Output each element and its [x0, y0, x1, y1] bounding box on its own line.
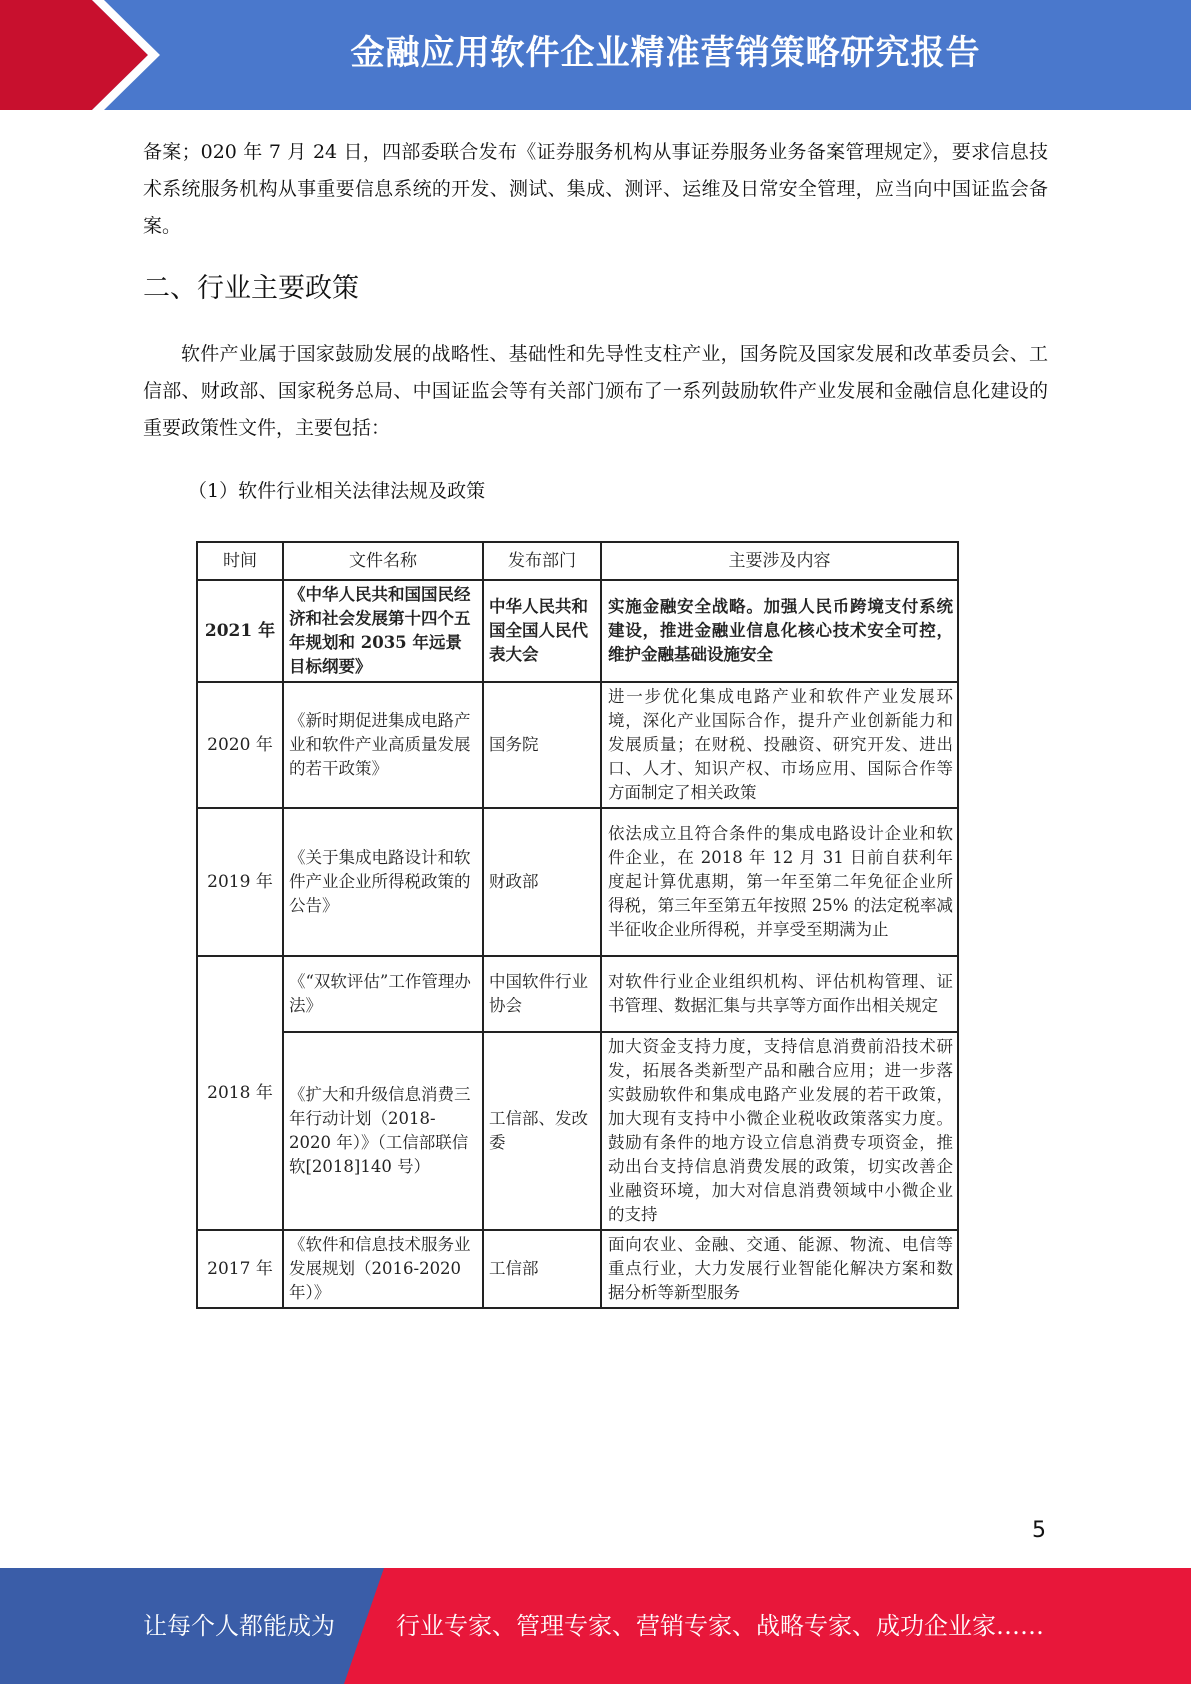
cell-doc: 《中华人民共和国国民经济和社会发展第十四个五年规划和 2035 年远景目标纲要》 [283, 580, 483, 682]
cell-dept: 财政部 [483, 808, 601, 956]
policy-table [196, 541, 959, 1309]
table-row [197, 808, 958, 956]
header-doc-name: 文件名称 [283, 542, 483, 580]
cell-doc: 《扩大和升级信息消费三年行动计划（2018-2020 年）》（工信部联信软[2018]140 号） [283, 1032, 483, 1230]
cell-doc: 《“双软评估”工作管理办法》 [283, 956, 483, 1032]
cell-dept: 国务院 [483, 682, 601, 808]
cell-year: 2020 年 [197, 682, 283, 808]
cell-year: 2021 年 [197, 580, 283, 682]
cell-year: 2017 年 [197, 1230, 283, 1308]
cell-dept: 中国软件行业协会 [483, 956, 601, 1032]
table-row [197, 580, 958, 682]
report-title: 金融应用软件企业精准营销策略研究报告 [350, 33, 981, 73]
table-row [197, 1230, 958, 1308]
cell-content: 进一步优化集成电路产业和软件产业发展环境，深化产业国际合作，提升产业创新能力和发展质量；在财税、投融资、研究开发、进出口、人才、知识产权、市场应用、国际合作等方面制定了相关政策 [601, 682, 958, 808]
footer-slogan-left: 让每个人都能成为 [143, 1612, 335, 1640]
cell-dept: 工信部 [483, 1230, 601, 1308]
cell-doc: 《关于集成电路设计和软件产业企业所得税政策的公告》 [283, 808, 483, 956]
page-number: 5 [1032, 1518, 1046, 1543]
header-time: 时间 [197, 542, 283, 580]
cell-dept: 中华人民共和国全国人民代表大会 [483, 580, 601, 682]
header-department: 发布部门 [483, 542, 601, 580]
cell-dept: 工信部、发改委 [483, 1032, 601, 1230]
table-row [197, 682, 958, 808]
section-heading: 二、行业主要政策 [143, 273, 359, 304]
cell-content: 加大资金支持力度，支持信息消费前沿技术研发，拓展各类新型产品和融合应用；进一步落实鼓励软件和集成电路产业发展的若干政策，加大现有支持中小微企业税收政策落实力度。鼓励有条件的地方设立信息消费专项资金，推动出台支持信息消费发展的政策，切实改善企业融资环境，加大对信息消费领域中小微企业的支持 [601, 1032, 958, 1230]
table-subheading: （1）软件行业相关法律法规及政策 [188, 480, 486, 502]
policy-paragraph: 软件产业属于国家鼓励发展的战略性、基础性和先导性支柱产业，国务院及国家发展和改革委员会、工信部、财政部、国家税务总局、中国证监会等有关部门颁布了一系列鼓励软件产业发展和金融信息化建设的重要政策性文件，主要包括： [143, 343, 1048, 439]
footer-slogan-right: 行业专家、管理专家、营销专家、战略专家、成功企业家…… [396, 1612, 1044, 1640]
cell-content: 对软件行业企业组织机构、评估机构管理、证书管理、数据汇集与共享等方面作出相关规定 [601, 956, 958, 1032]
cell-content: 依法成立且符合条件的集成电路设计企业和软件企业，在 2018 年 12 月 31 日前自获利年度起计算优惠期，第一年至第二年免征企业所得税，第三年至第五年按照 25% 的法定税率减半征收企业所得税，并享受至期满为止 [601, 808, 958, 956]
cell-year: 2018 年 [197, 956, 283, 1230]
page-header [0, 0, 1191, 110]
intro-paragraph: 备案；020 年 7 月 24 日，四部委联合发布《证券服务机构从事证券服务业务备案管理规定》，要求信息技术系统服务机构从事重要信息系统的开发、测试、集成、测评、运维及日常安全管理，应当向中国证监会备案。 [143, 141, 1048, 237]
table-header-row [197, 542, 958, 580]
table-row [197, 956, 958, 1032]
page-footer [0, 1568, 1191, 1684]
cell-content: 实施金融安全战略。加强人民币跨境支付系统建设，推进金融业信息化核心技术安全可控，维护金融基础设施安全 [601, 580, 958, 682]
cell-content: 面向农业、金融、交通、能源、物流、电信等重点行业，大力发展行业智能化解决方案和数据分析等新型服务 [601, 1230, 958, 1308]
cell-doc: 《软件和信息技术服务业发展规划（2016-2020 年）》 [283, 1230, 483, 1308]
cell-year: 2019 年 [197, 808, 283, 956]
cell-doc: 《新时期促进集成电路产业和软件产业高质量发展的若干政策》 [283, 682, 483, 808]
table-row [197, 1032, 958, 1230]
header-content: 主要涉及内容 [601, 542, 958, 580]
